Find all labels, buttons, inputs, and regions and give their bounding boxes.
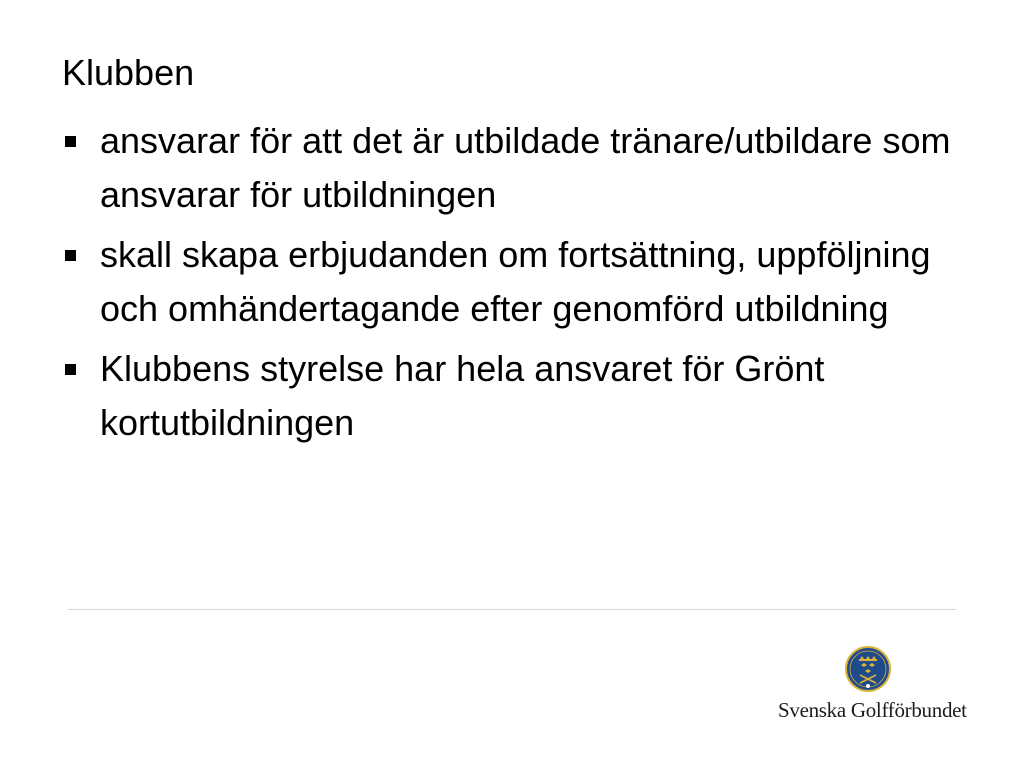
bullet-item [62, 228, 962, 336]
bullet-text: skall skapa erbjudanden om fortsättning, uppföljning och omhändertagande efter genomförd utbildning [100, 234, 931, 329]
square-bullet-icon [65, 250, 76, 261]
bullet-text: ansvarar för att det är utbildade tränare/utbildare som ansvarar för utbildningen [100, 120, 951, 215]
footer-divider [68, 609, 956, 610]
square-bullet-icon [65, 136, 76, 147]
slide-heading: Klubben [62, 52, 195, 93]
organization-logo [770, 645, 970, 725]
logo-text: Svenska Golfförbundet [778, 698, 967, 722]
bullet-text: Klubbens styrelse har hela ansvaret för Grönt kortutbildningen [100, 348, 825, 443]
crest-icon [844, 645, 892, 697]
bullet-item [62, 114, 962, 222]
bullet-list [62, 114, 962, 456]
bullet-item [62, 342, 962, 450]
square-bullet-icon [65, 364, 76, 375]
